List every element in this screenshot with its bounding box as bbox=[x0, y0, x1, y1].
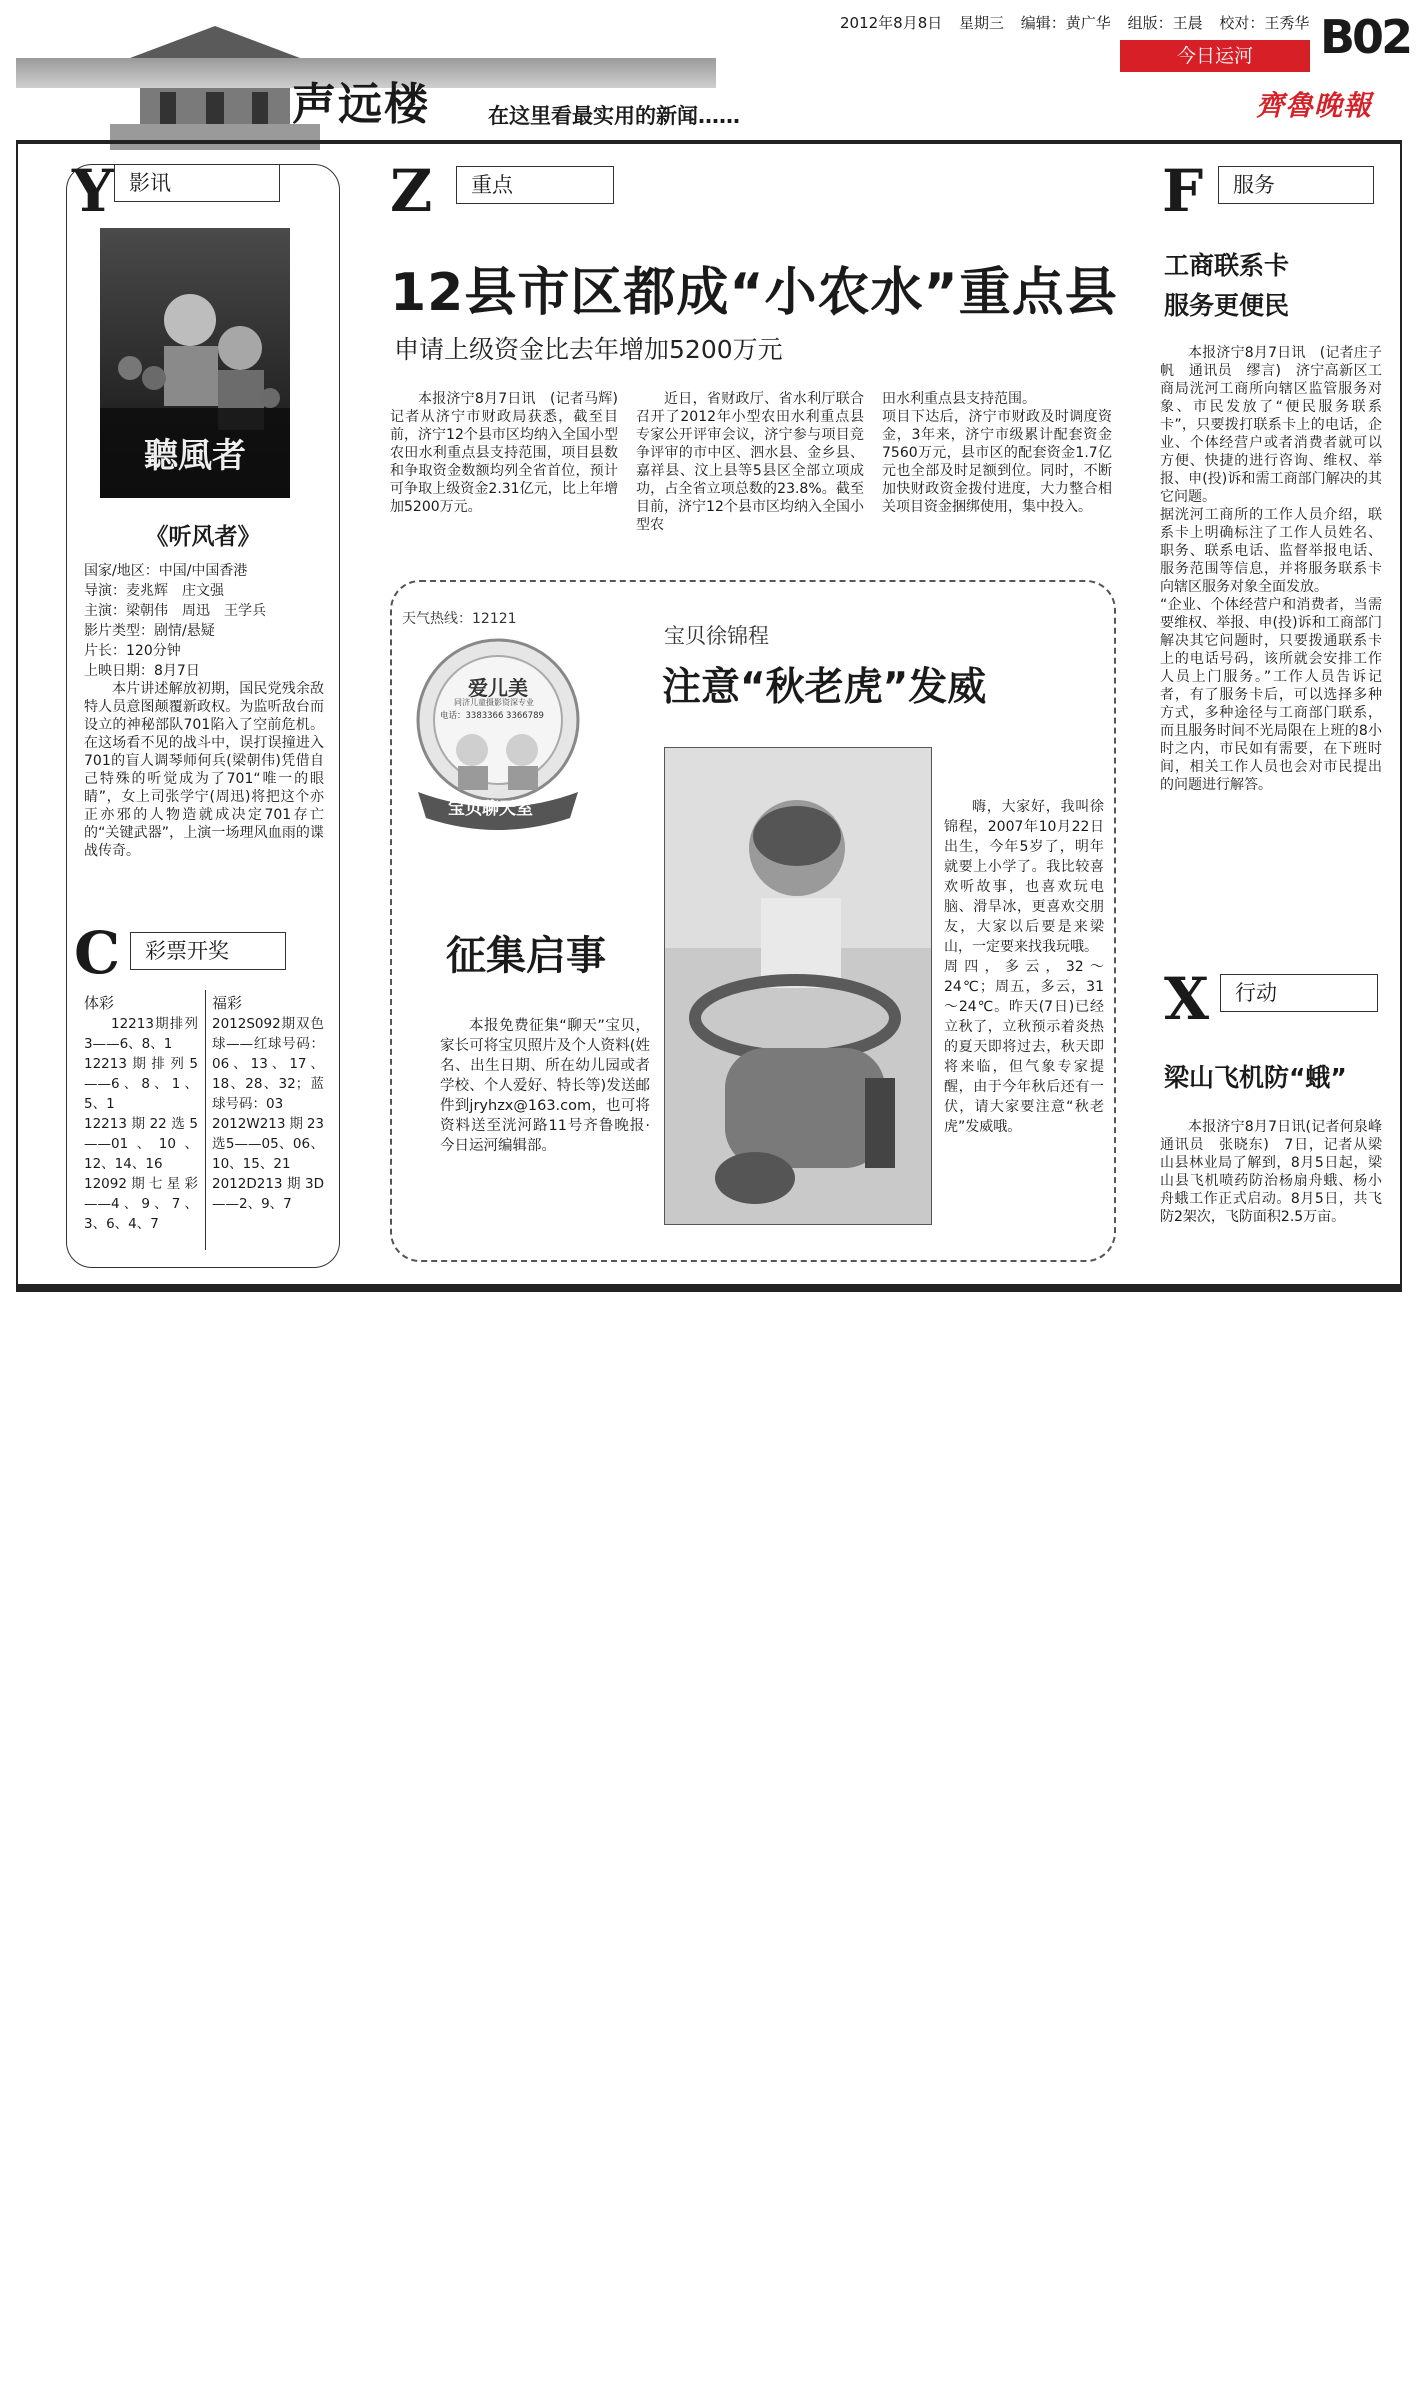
lottery-sports-results: 12213期排列3——6、8、1 12213期排列5——6、8、1、5、1 12213期22选5——01、10、12、14、16 12092期七星彩——4、9、7、3、6、4、7 bbox=[84, 1016, 198, 1232]
movie-info-line: 导演：麦兆辉 庄文强 bbox=[84, 583, 224, 599]
service-label: 服务 bbox=[1218, 166, 1374, 204]
weather-hotline: 天气热线：12121 bbox=[402, 611, 517, 627]
call-for-submissions-title: 征集启事 bbox=[446, 933, 606, 979]
movie-poster bbox=[100, 228, 290, 498]
service-title-line-1: 工商联系卡 bbox=[1164, 251, 1290, 280]
service-article: 本报济宁8月7日讯 (记者庄子帆 通讯员 缪言) 济宁高新区工商局洸河工商所向辖区监管服务对象、市民发放了“便民服务联系卡”，只要拨打联系卡上的电话，企业、个体经营户或者消费者就可以方便、快捷的进行咨询、维权、举报、申(投)诉和需工商部门解决的其它问题。 据洸河工商所的工作人员介绍，联系卡上明确标注了工作人员姓名、职务、联系电话、监督举报电话、服务范围等信息，并将服务联系卡向辖区服务对象全面发放。 “企业、个体经营户和消费者，当需要维权、举报、申(投)诉和工商部门解决其它问题时，只要拨通联系卡上的电话号码，该所就会安排工作人员上门服务。”工作人员告诉记者，有了服务卡后，可以选择多种方式，多种途径与工商部门联系，而且服务时间不光局限在上班的8小时之内，市民如有需要，在下班时间，相关工作人员也会对市民提出的问题进行解答。 bbox=[1160, 345, 1382, 793]
main-subhead: 申请上级资金比去年增加5200万元 bbox=[394, 335, 783, 364]
badge-brand: 爱儿美 bbox=[468, 676, 528, 700]
baby-weather-text: 嗨，大家好，我叫徐锦程，2007年10月22日出生，今年5岁了，明年就要上小学了。我比较喜欢听故事，也喜欢玩电脑、滑旱冰，更喜欢交朋友，大家以后要是来梁山，一定要来找我玩哦。 周四，多云，32～24℃；周五，多云，31～24℃。昨天(7日)已经立秋了，立秋预示着炎热的夏天即将过去，秋天即将来临，但气象专家提醒，由于今年秋后还有一伏，请大家要注意“秋老虎”发威哦。 bbox=[944, 799, 1104, 1135]
newspaper-logo: 齊魯晚報 bbox=[1256, 89, 1373, 122]
badge-banner: 宝贝聊天室 bbox=[448, 799, 533, 819]
page-number: B02 bbox=[1320, 10, 1411, 64]
lottery-divider bbox=[205, 990, 206, 1250]
column-letter-y: Y bbox=[72, 157, 114, 225]
section-title: 声远楼 bbox=[292, 79, 430, 130]
lottery-welfare-results: 2012S092期双色球——红球号码：06、13、17、18、28、32；蓝球号码：03 2012W213期23选5——05、06、10、15、21 2012D213期3D——2、9、7 bbox=[212, 1016, 324, 1212]
column-letter-f: F bbox=[1162, 157, 1204, 225]
badge-subtitle: 同济儿童摄影资深专业 bbox=[454, 698, 534, 707]
action-article: 本报济宁8月7日讯(记者何泉峰 通讯员 张晓东) 7日，记者从梁山县林业局了解到，8月5日起，梁山县飞机喷药防治杨扇舟蛾、杨小舟蛾工作正式启动。8月5日，共飞防2架次，飞防面积2.5万亩。 bbox=[1160, 1119, 1396, 1225]
movie-info-line: 主演：梁朝伟 周迅 王学兵 bbox=[84, 603, 266, 619]
key-label: 重点 bbox=[456, 166, 614, 204]
movie-info-line: 国家/地区：中国/中国香港 bbox=[84, 563, 248, 579]
service-title-line-2: 服务更便民 bbox=[1164, 291, 1290, 320]
movie-info-line: 上映日期：8月7日 bbox=[84, 663, 200, 679]
baby-headline: 注意“秋老虎”发威 bbox=[662, 665, 987, 710]
article-column-3: 田水利重点县支持范围。 项目下达后，济宁市财政及时调度资金，3年来，济宁市级累计配套资金7560万元，县市区的配套资金1.7亿元也全部及时足额到位。同时，不断加快财政资金拨付进度，大力整合相关项目资金捆绑使用，集中投入。 bbox=[882, 391, 1112, 515]
column-letter-x: X bbox=[1164, 965, 1210, 1033]
article-column-2: 近日，省财政厅、省水利厅联合召开了2012年小型农田水利重点县专家公开评审会议，济宁参与项目竞争评审的市中区、泗水县、金乡县、嘉祥县、汶上县等5县区全部立项成功，占全省立项总数的23.8%。截至目前，济宁12个县市区均纳入全国小型农 bbox=[636, 391, 864, 533]
issue-meta: 2012年8月8日 星期三 编辑：黄广华 组版：王晨 校对：王秀华 bbox=[840, 14, 1310, 32]
lottery-welfare-title: 福彩 bbox=[212, 994, 243, 1012]
baby-chat-badge bbox=[410, 622, 585, 832]
movie-info-line: 影片类型：剧情/悬疑 bbox=[84, 623, 215, 639]
baby-photo bbox=[664, 747, 932, 1225]
badge-phone: 电话：3383366 3366789 bbox=[440, 711, 544, 721]
edition-label: 今日运河 bbox=[1120, 40, 1310, 72]
movie-synopsis: 本片讲述解放初期，国民党残余敌特人员意图颠覆新政权。为监听敌台而设立的神秘部队701陷入了空前危机。在这场看不见的战斗中，误打误撞进入701的盲人调琴师何兵(梁朝伟)凭借自己特殊的听觉成为了701“唯一的眼睛”，女上司张学宁(周迅)将把这个亦正亦邪的人物造就成决定701存亡的“关键武器”，上演一场理风血雨的谍战传奇。 bbox=[84, 681, 324, 859]
movie-info-line: 片长：120分钟 bbox=[84, 643, 181, 659]
baby-photo-image bbox=[665, 748, 932, 1225]
baby-name: 宝贝徐锦程 bbox=[664, 624, 769, 648]
main-headline: 12县市区都成“小农水”重点县 bbox=[390, 263, 1118, 323]
film-label: 影讯 bbox=[114, 164, 280, 202]
lottery-sports-title: 体彩 bbox=[84, 994, 115, 1012]
article-column-1: 本报济宁8月7日讯 (记者马辉) 记者从济宁市财政局获悉，截至目前，济宁12个县市区均纳入全国小型农田水利重点县支持范围，项目县数和争取资金数额均列全省首位，预计可争取上级资金2.31亿元，比上年增加5200万元。 bbox=[390, 391, 632, 515]
column-letter-c: C bbox=[74, 919, 121, 987]
call-for-submissions-text: 本报免费征集“聊天”宝贝，家长可将宝贝照片及个人资料(姓名、出生日期、所在幼儿园或者学校、个人爱好、特长等)发送邮件到jryhzx@163.com，也可将资料送至洸河路11号齐鲁晚报·今日运河编辑部。 bbox=[440, 1018, 650, 1154]
section-subtitle: 在这里看最实用的新闻…… bbox=[488, 104, 740, 128]
poster-title: 聽風者 bbox=[144, 436, 246, 476]
column-letter-z: Z bbox=[390, 157, 433, 225]
lottery-label: 彩票开奖 bbox=[130, 932, 286, 970]
bottom-rule bbox=[16, 1284, 1402, 1292]
action-label: 行动 bbox=[1220, 974, 1378, 1012]
movie-title: 《听风者》 bbox=[145, 524, 261, 550]
action-title: 梁山飞机防“蛾” bbox=[1164, 1063, 1347, 1092]
